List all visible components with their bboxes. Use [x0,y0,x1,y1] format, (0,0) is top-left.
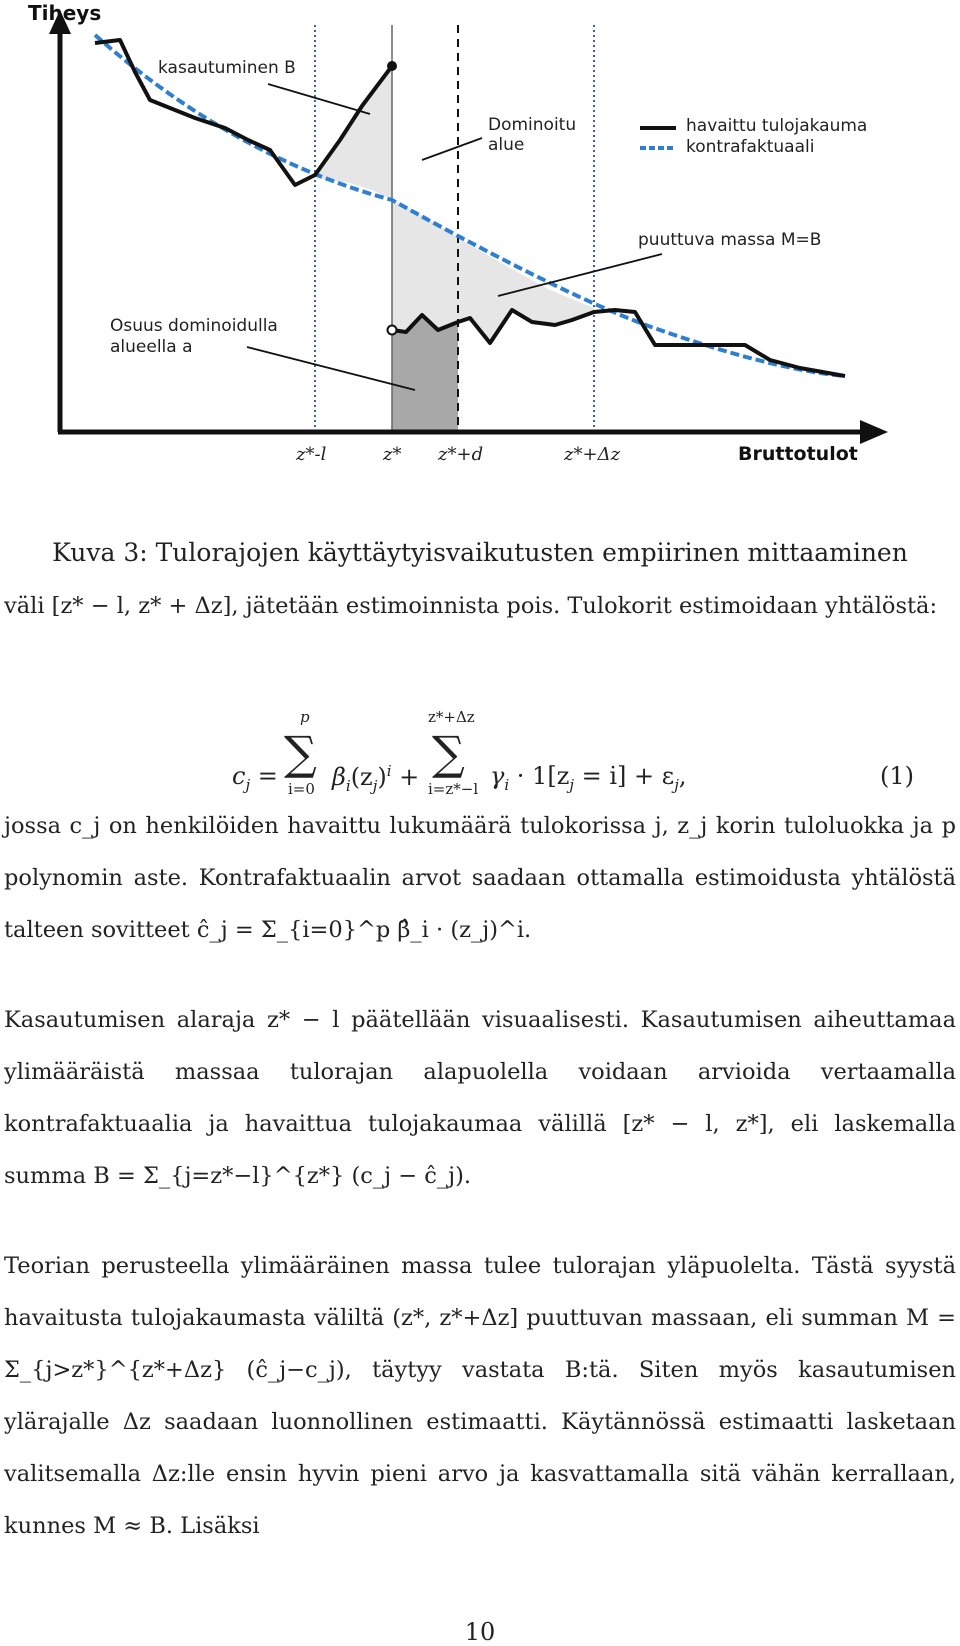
annotation-bunching-pointer [268,84,370,114]
legend-counterfactual-label: kontrafaktuaali [686,137,815,157]
eq-sum1-upper: p [300,708,310,726]
annotation-share-pointer [247,347,415,390]
eq-sum2-upper: z*+Δz [428,708,475,726]
page-number: 10 [464,1618,496,1646]
paragraph-4: Teorian perusteella ylimääräinen massa tulee tulorajan yläpuolelta. Tästä syystä havaitusta tulojakaumasta väliltä (z*, z*+Δz] puuttuvan massaan, eli summan M = Σ_{j>z*}^{z*+Δz} (ĉ_j−c_j), täytyy vastata B:tä. Siten myös kasautumisen ylärajalle Δz saadaan luonnollinen estimaatti. Käytännössä estimaatti lasketaan valitsemalla Δz:lle ensin hyvin pieni arvo ja kasvattamalla sitä vähän kerrallaan, kunnes M ≈ B. Lisäksi [4,1253,956,1539]
paragraph-3: Kasautumisen alaraja z* − l päätellään visuaalisesti. Kasautumisen aiheuttamaa ylimääräistä massaa tulorajan alapuolella voidaan arvioida vertaamalla kontrafaktuaalia ja havaittua tulojakaumaa välillä [z* − l, z*], eli laskemalla summa B = Σ_{j=z*−l}^{z*} (c_j − ĉ_j). [4,1007,956,1189]
eq-beta: β [332,763,346,791]
y-axis-label: Tiheys [28,1,102,25]
x-axis-label: Bruttotulot [738,443,858,465]
eq-sum2-lower: i=z*−l [428,780,479,798]
annotation-share-1: Osuus dominoidulla [110,316,278,336]
annotation-missing-mass: puuttuva massa M=B [638,230,822,250]
eq-sum2-sigma: ∑ [432,726,465,780]
eq-lhs: c [232,762,246,790]
annotation-dominated-1: Dominoitu [488,115,577,135]
x-axis-arrow [860,420,888,444]
legend-observed-label: havaittu tulojakauma [686,116,868,136]
tick-z-plus-dz: z*+Δz [564,444,621,465]
eq-term1-rest: (z [350,763,373,791]
eq-sum1-sigma: ∑ [284,726,317,780]
annotation-bunching: kasautuminen B [158,58,296,78]
observed-peak-marker [387,61,397,71]
annotation-dominated-2: alue [488,135,525,155]
density-figure [0,0,960,500]
paragraph-2: jossa c_j on henkilöiden havaittu lukumäärä tulokorissa j, z_j korin tuloluokka ja p polynomin aste. Kontrafaktuaalin arvot saadaan ottamalla estimoidusta yhtälöstä talteen sovitteet ĉ_j = Σ_{i=0}^p β̂_i · (z_j)^i. [4,813,956,943]
annotation-dominated-pointer [422,138,482,160]
equation-1: $c_j$ = p ∑ i=0 $\beta_i(z_j)^i$ + z*+Δz ∑ i=z*−l $\gamma_i \cdot 1[z_j = i] + \varepsilon_j$, (1) [232,708,914,798]
figure-caption: Kuva 3: Tulorajojen käyttäytyisvaikutusten empiirinen mittaaminen [52,538,908,567]
tick-z-plus-d: z*+d [438,444,484,465]
eq-term2-end: = i] + ε [581,762,675,790]
eq-term2-rest: · 1[z [516,762,570,790]
eq-number: (1) [880,762,914,790]
tick-z-star: z* [383,444,402,465]
observed-dip-marker [388,326,397,335]
observed-distribution-right [392,310,845,376]
paragraph-1: väli [z* − l, z* + Δz], jätetään estimoinnista pois. Tulokorit estimoidaan yhtälöstä: [4,593,938,619]
annotation-share-2: alueella a [110,337,193,357]
eq-lhs-sub: j [245,775,251,794]
tick-z-minus-l: z*-l [296,444,327,465]
eq-gamma: γ [490,762,505,790]
eq-sum1-lower: i=0 [288,780,315,798]
